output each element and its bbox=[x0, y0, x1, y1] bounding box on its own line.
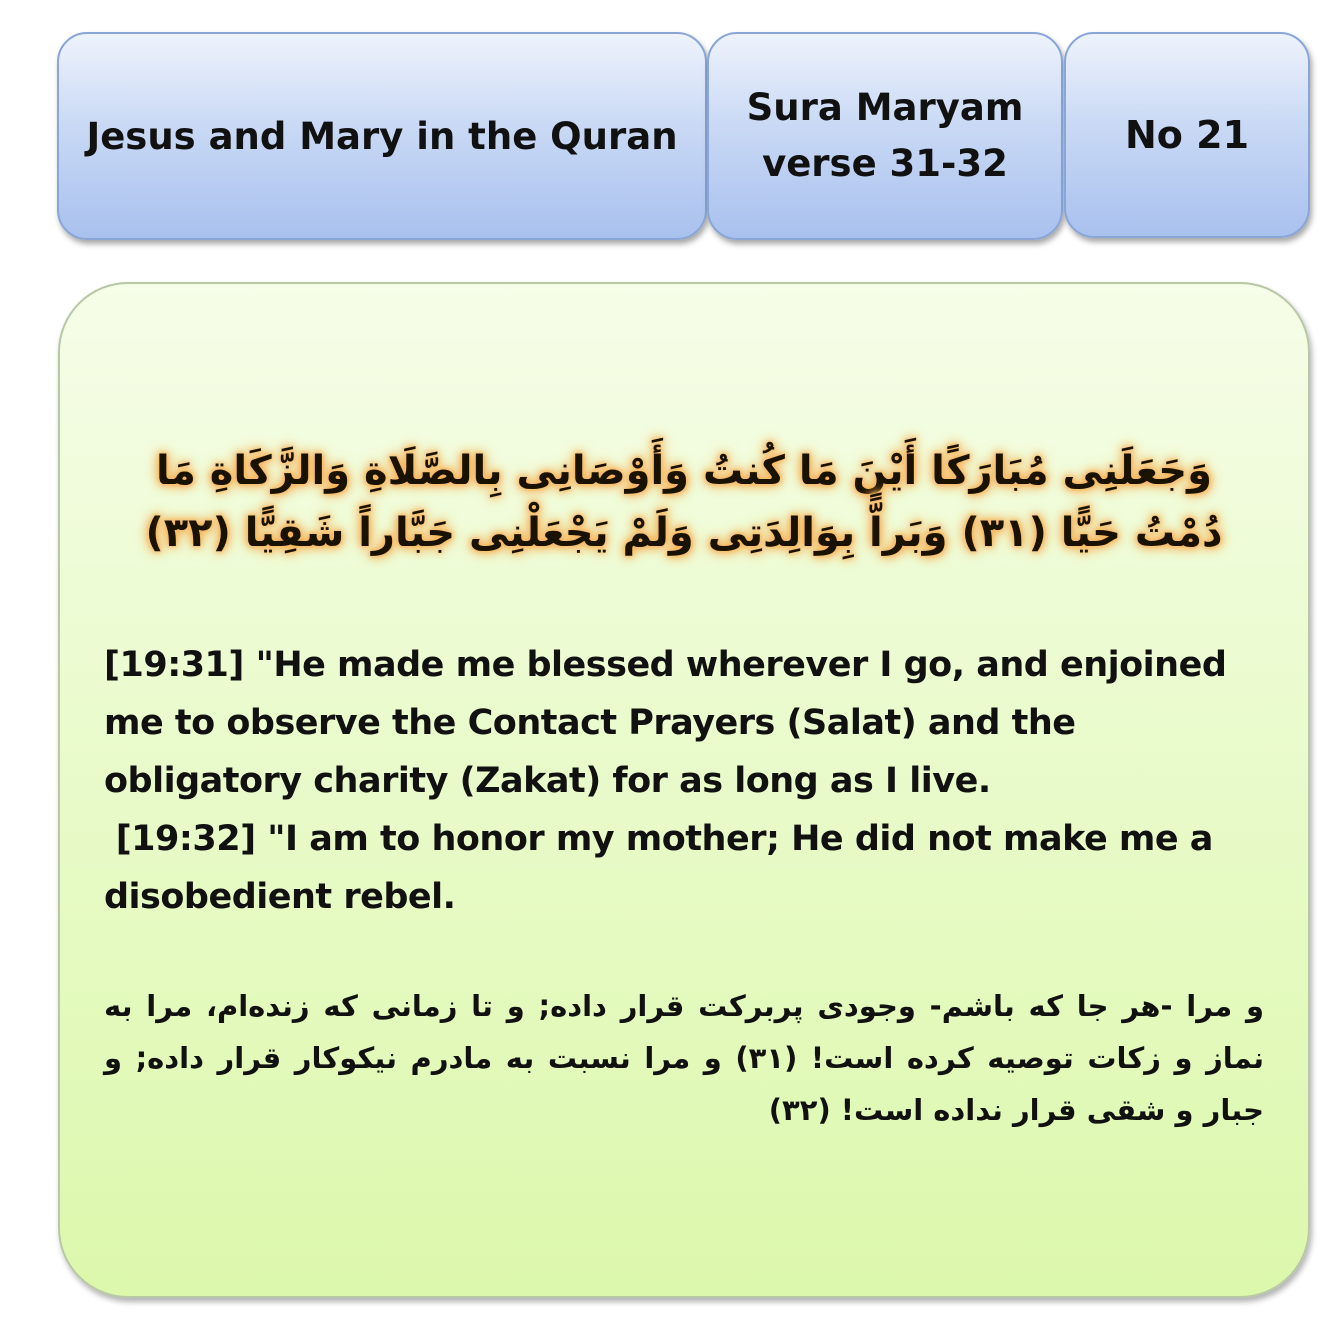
english-verse-32: [19:32] "I am to honor my mother; He did not make me a disobedient rebel. bbox=[104, 819, 1225, 917]
slide-number: No 21 bbox=[1124, 113, 1250, 157]
title-box bbox=[57, 32, 707, 240]
persian-translation: و مرا -هر جا كه باشم- وجودى پربركت قرار داده; و تا زمانى كه زنده‌ام، مرا به نماز و زكات توصيه كرده است! (٣١) و مرا نسبت به مادرم نيكوكار قرار داده; و جبار و شقى قرار نداده است! (٣٢) bbox=[104, 989, 1264, 1127]
number-box bbox=[1064, 32, 1310, 238]
sura-name: Sura Maryam bbox=[746, 86, 1024, 129]
sura-reference-box bbox=[707, 32, 1063, 240]
verse-range: verse 31-32 bbox=[762, 142, 1008, 185]
english-verse-31: [19:31] "He made me blessed wherever I go, and enjoined me to observe the Contact Prayers (Salat) and the obligatory charity (Zakat) for as long as I live. bbox=[104, 645, 1227, 801]
page-title: Jesus and Mary in the Quran bbox=[86, 114, 678, 158]
english-translation bbox=[104, 636, 1274, 926]
arabic-verse: وَجَعَلَنِى مُبَارَكًا أَيْنَ مَا كُنتُ وَأَوْصَانِى بِالصَّلَاةِ وَالزَّكَاةِ مَا دُمْتُ حَيًّا (٣١) وَبَراًّ بِوَالِدَتِى وَلَمْ يَجْعَلْنِى جَبَّاراً شَقِيًّا (٣٢) bbox=[145, 448, 1223, 556]
